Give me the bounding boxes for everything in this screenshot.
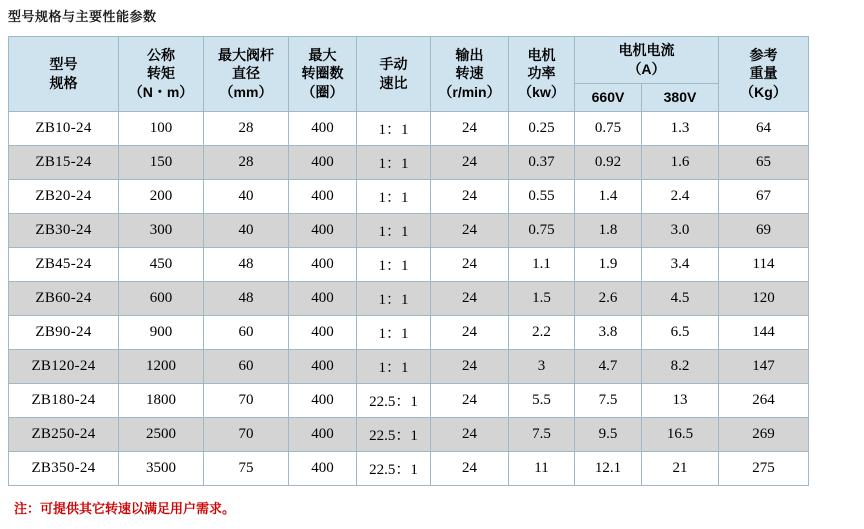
cell-model: ZB350-24 <box>9 451 119 485</box>
cell-c660: 1.9 <box>575 247 642 281</box>
cell-c380: 6.5 <box>642 315 719 349</box>
cell-speed: 24 <box>431 315 509 349</box>
cell-turns: 400 <box>289 451 357 485</box>
cell-turns: 400 <box>289 417 357 451</box>
table-header <box>9 37 809 112</box>
header-row-1 <box>9 37 809 84</box>
cell-power: 0.55 <box>509 179 575 213</box>
cell-ratio: 1：1 <box>357 247 431 281</box>
cell-speed: 24 <box>431 111 509 145</box>
cell-c380: 16.5 <box>642 417 719 451</box>
cell-turns: 400 <box>289 145 357 179</box>
cell-c660: 12.1 <box>575 451 642 485</box>
cell-c380: 3.4 <box>642 247 719 281</box>
header-stem-diameter: 最大阀杆 直径 （mm） <box>204 37 289 112</box>
cell-turns: 400 <box>289 247 357 281</box>
cell-c660: 4.7 <box>575 349 642 383</box>
cell-torque: 100 <box>119 111 204 145</box>
cell-torque: 300 <box>119 213 204 247</box>
cell-stem: 48 <box>204 247 289 281</box>
cell-model: ZB10-24 <box>9 111 119 145</box>
cell-turns: 400 <box>289 179 357 213</box>
cell-model: ZB60-24 <box>9 281 119 315</box>
cell-power: 5.5 <box>509 383 575 417</box>
cell-c660: 7.5 <box>575 383 642 417</box>
cell-speed: 24 <box>431 179 509 213</box>
table-body <box>9 111 809 485</box>
cell-stem: 70 <box>204 383 289 417</box>
cell-ratio: 1：1 <box>357 111 431 145</box>
cell-c380: 13 <box>642 383 719 417</box>
table-row <box>9 349 809 383</box>
header-max-turns: 最大 转圈数 （圈） <box>289 37 357 112</box>
header-motor-current-group: 电机电流 （A） <box>575 37 719 84</box>
cell-torque: 1800 <box>119 383 204 417</box>
cell-turns: 400 <box>289 111 357 145</box>
cell-c660: 1.4 <box>575 179 642 213</box>
table-row <box>9 213 809 247</box>
cell-power: 7.5 <box>509 417 575 451</box>
cell-torque: 200 <box>119 179 204 213</box>
cell-model: ZB15-24 <box>9 145 119 179</box>
cell-c380: 1.3 <box>642 111 719 145</box>
header-motor-power: 电机 功率 （kw） <box>509 37 575 112</box>
table-row <box>9 417 809 451</box>
cell-speed: 24 <box>431 145 509 179</box>
cell-ratio: 1：1 <box>357 179 431 213</box>
cell-c660: 9.5 <box>575 417 642 451</box>
header-current-380v: 380V <box>642 83 719 111</box>
spec-table <box>8 36 809 486</box>
cell-ratio: 22.5：1 <box>357 417 431 451</box>
cell-ratio: 1：1 <box>357 281 431 315</box>
cell-weight: 147 <box>719 349 809 383</box>
cell-weight: 67 <box>719 179 809 213</box>
cell-stem: 28 <box>204 111 289 145</box>
cell-speed: 24 <box>431 247 509 281</box>
table-row <box>9 145 809 179</box>
cell-ratio: 1：1 <box>357 213 431 247</box>
cell-torque: 600 <box>119 281 204 315</box>
cell-turns: 400 <box>289 349 357 383</box>
footnote: 注：可提供其它转速以满足用户需求。 <box>14 501 236 516</box>
cell-ratio: 22.5：1 <box>357 451 431 485</box>
cell-power: 0.37 <box>509 145 575 179</box>
cell-c380: 4.5 <box>642 281 719 315</box>
cell-turns: 400 <box>289 281 357 315</box>
cell-c660: 0.75 <box>575 111 642 145</box>
cell-turns: 400 <box>289 315 357 349</box>
table-row <box>9 383 809 417</box>
cell-ratio: 1：1 <box>357 315 431 349</box>
cell-turns: 400 <box>289 383 357 417</box>
cell-ratio: 22.5：1 <box>357 383 431 417</box>
cell-stem: 40 <box>204 213 289 247</box>
cell-power: 1.1 <box>509 247 575 281</box>
cell-c660: 2.6 <box>575 281 642 315</box>
cell-stem: 75 <box>204 451 289 485</box>
cell-speed: 24 <box>431 213 509 247</box>
header-current-660v: 660V <box>575 83 642 111</box>
cell-ratio: 1：1 <box>357 145 431 179</box>
cell-weight: 144 <box>719 315 809 349</box>
table-row <box>9 111 809 145</box>
cell-power: 11 <box>509 451 575 485</box>
cell-c380: 21 <box>642 451 719 485</box>
table-row <box>9 281 809 315</box>
cell-power: 1.5 <box>509 281 575 315</box>
cell-c660: 0.92 <box>575 145 642 179</box>
cell-c660: 3.8 <box>575 315 642 349</box>
cell-ratio: 1：1 <box>357 349 431 383</box>
table-row <box>9 451 809 485</box>
cell-weight: 120 <box>719 281 809 315</box>
cell-power: 2.2 <box>509 315 575 349</box>
header-model: 型号 规格 <box>9 37 119 112</box>
cell-stem: 28 <box>204 145 289 179</box>
cell-turns: 400 <box>289 213 357 247</box>
cell-stem: 60 <box>204 349 289 383</box>
cell-weight: 69 <box>719 213 809 247</box>
cell-power: 3 <box>509 349 575 383</box>
cell-torque: 2500 <box>119 417 204 451</box>
cell-model: ZB20-24 <box>9 179 119 213</box>
cell-power: 0.25 <box>509 111 575 145</box>
cell-model: ZB180-24 <box>9 383 119 417</box>
cell-model: ZB120-24 <box>9 349 119 383</box>
header-manual-ratio: 手动 速比 <box>357 37 431 112</box>
header-reference-weight: 参考 重量 （Kg） <box>719 37 809 112</box>
cell-c380: 8.2 <box>642 349 719 383</box>
cell-stem: 40 <box>204 179 289 213</box>
cell-speed: 24 <box>431 349 509 383</box>
cell-stem: 48 <box>204 281 289 315</box>
cell-c660: 1.8 <box>575 213 642 247</box>
cell-weight: 269 <box>719 417 809 451</box>
cell-model: ZB250-24 <box>9 417 119 451</box>
spec-table-container <box>8 36 808 486</box>
header-output-speed: 输出 转速 （r/min） <box>431 37 509 112</box>
cell-stem: 70 <box>204 417 289 451</box>
table-row <box>9 315 809 349</box>
cell-c380: 1.6 <box>642 145 719 179</box>
cell-speed: 24 <box>431 451 509 485</box>
cell-weight: 114 <box>719 247 809 281</box>
cell-speed: 24 <box>431 383 509 417</box>
page-title: 型号规格与主要性能参数 <box>8 9 157 24</box>
cell-torque: 1200 <box>119 349 204 383</box>
cell-speed: 24 <box>431 281 509 315</box>
cell-weight: 275 <box>719 451 809 485</box>
cell-model: ZB45-24 <box>9 247 119 281</box>
cell-model: ZB90-24 <box>9 315 119 349</box>
cell-weight: 264 <box>719 383 809 417</box>
cell-model: ZB30-24 <box>9 213 119 247</box>
cell-torque: 900 <box>119 315 204 349</box>
table-row <box>9 247 809 281</box>
table-row <box>9 179 809 213</box>
cell-torque: 450 <box>119 247 204 281</box>
cell-power: 0.75 <box>509 213 575 247</box>
cell-torque: 3500 <box>119 451 204 485</box>
cell-torque: 150 <box>119 145 204 179</box>
cell-stem: 60 <box>204 315 289 349</box>
cell-weight: 65 <box>719 145 809 179</box>
cell-c380: 2.4 <box>642 179 719 213</box>
cell-c380: 3.0 <box>642 213 719 247</box>
cell-speed: 24 <box>431 417 509 451</box>
header-torque: 公称 转矩 （N・m） <box>119 37 204 112</box>
cell-weight: 64 <box>719 111 809 145</box>
